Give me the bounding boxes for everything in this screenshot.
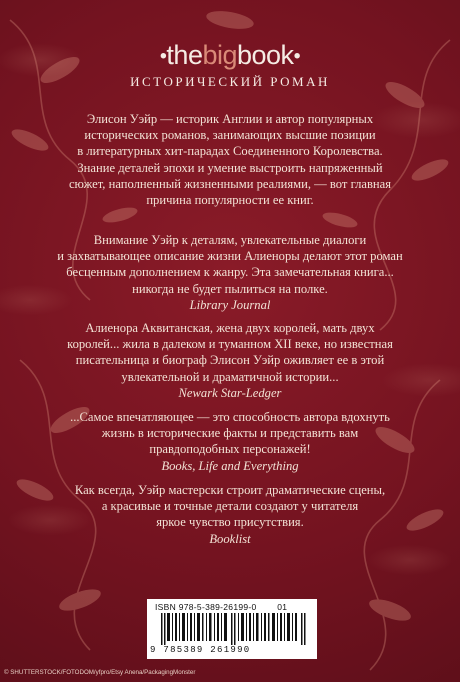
blurb-line: яркое чувство присутствия. [156,515,304,530]
review-source: Books, Life and Everything [161,458,299,473]
blurb-line: причина популярности ее книг. [146,193,314,208]
logo-dot-right: • [293,45,301,68]
series-subtitle: ИСТОРИЧЕСКИЙ РОМАН [130,74,330,89]
blurb-line: Алиенора Аквитанская, жена двух королей, мать двух [85,321,375,335]
blurb-line: в литературных хит-парадах Соединенного Королевства. [77,144,383,159]
barcode-digits: 9 785389 261990 [150,645,251,655]
blurb-line: королей... жила в далеком и туманном XII веке, но известная [67,337,393,352]
blurb-line: исторических романов, занимающих высшие позиции [84,128,376,143]
blurb-line: правдоподобных персонажей! [149,442,311,457]
image-credits: © SHUTTERSTOCK/FOTODOM/yfpro/Etsy Anena/PackagingMonster [4,669,196,676]
isbn-barcode [147,599,317,659]
blurb-line: сюжет, наполненный жизненными реалиями, — вот главная [68,176,392,191]
blurb-line: жизнь в исторические факты и представить вам [101,426,359,441]
review-source: Booklist [209,531,251,546]
logo-book: book [237,40,294,70]
blurb-line: увлекательной и драматичной истории... [121,369,339,384]
blurb-line: и захватывающее описание жизни Алиеноры делают этот роман [57,249,403,264]
blurb-line: писательница и биограф Элисон Уэйр оживляет ее в этой [75,353,385,368]
blurb-line: бесценным дополнением к жанру. Эта замечательная книга... [66,265,394,280]
logo-big: big [202,40,237,70]
author-blurb [40,111,420,208]
review-source: Newark Star-Ledger [178,385,282,400]
review-books-life [40,409,420,474]
review-library-journal [40,232,420,313]
logo-dot-left: • [159,45,167,68]
logo-the: the [166,40,203,70]
isbn-number: ISBN 978-5-389-26199-0 [155,602,257,612]
barcode-bars [161,613,311,645]
blurb-line: а красивые и точные детали создают у читателя [101,499,359,514]
review-newark [40,320,420,401]
blurb-line: Элисон Уэйр — историк Англии и автор популярных [86,112,374,126]
blurb-line: Знание деталей эпохи и умение выстроить напряженный [77,160,383,175]
blurb-line: никогда не будет пылиться на полке. [132,281,328,296]
isbn-addon: 01 [277,602,288,612]
blurb-line: Внимание Уэйр к деталям, увлекательные диалоги [93,233,367,247]
isbn-text [155,602,287,612]
publisher-logo [0,40,460,71]
review-source: Library Journal [189,297,271,312]
review-booklist [40,482,420,547]
blurb-line: Как всегда, Уэйр мастерски строит драматические сцены, [74,483,386,497]
blurb-line: ...Самое впечатляющее — это способность автора вдохнуть [70,410,390,424]
